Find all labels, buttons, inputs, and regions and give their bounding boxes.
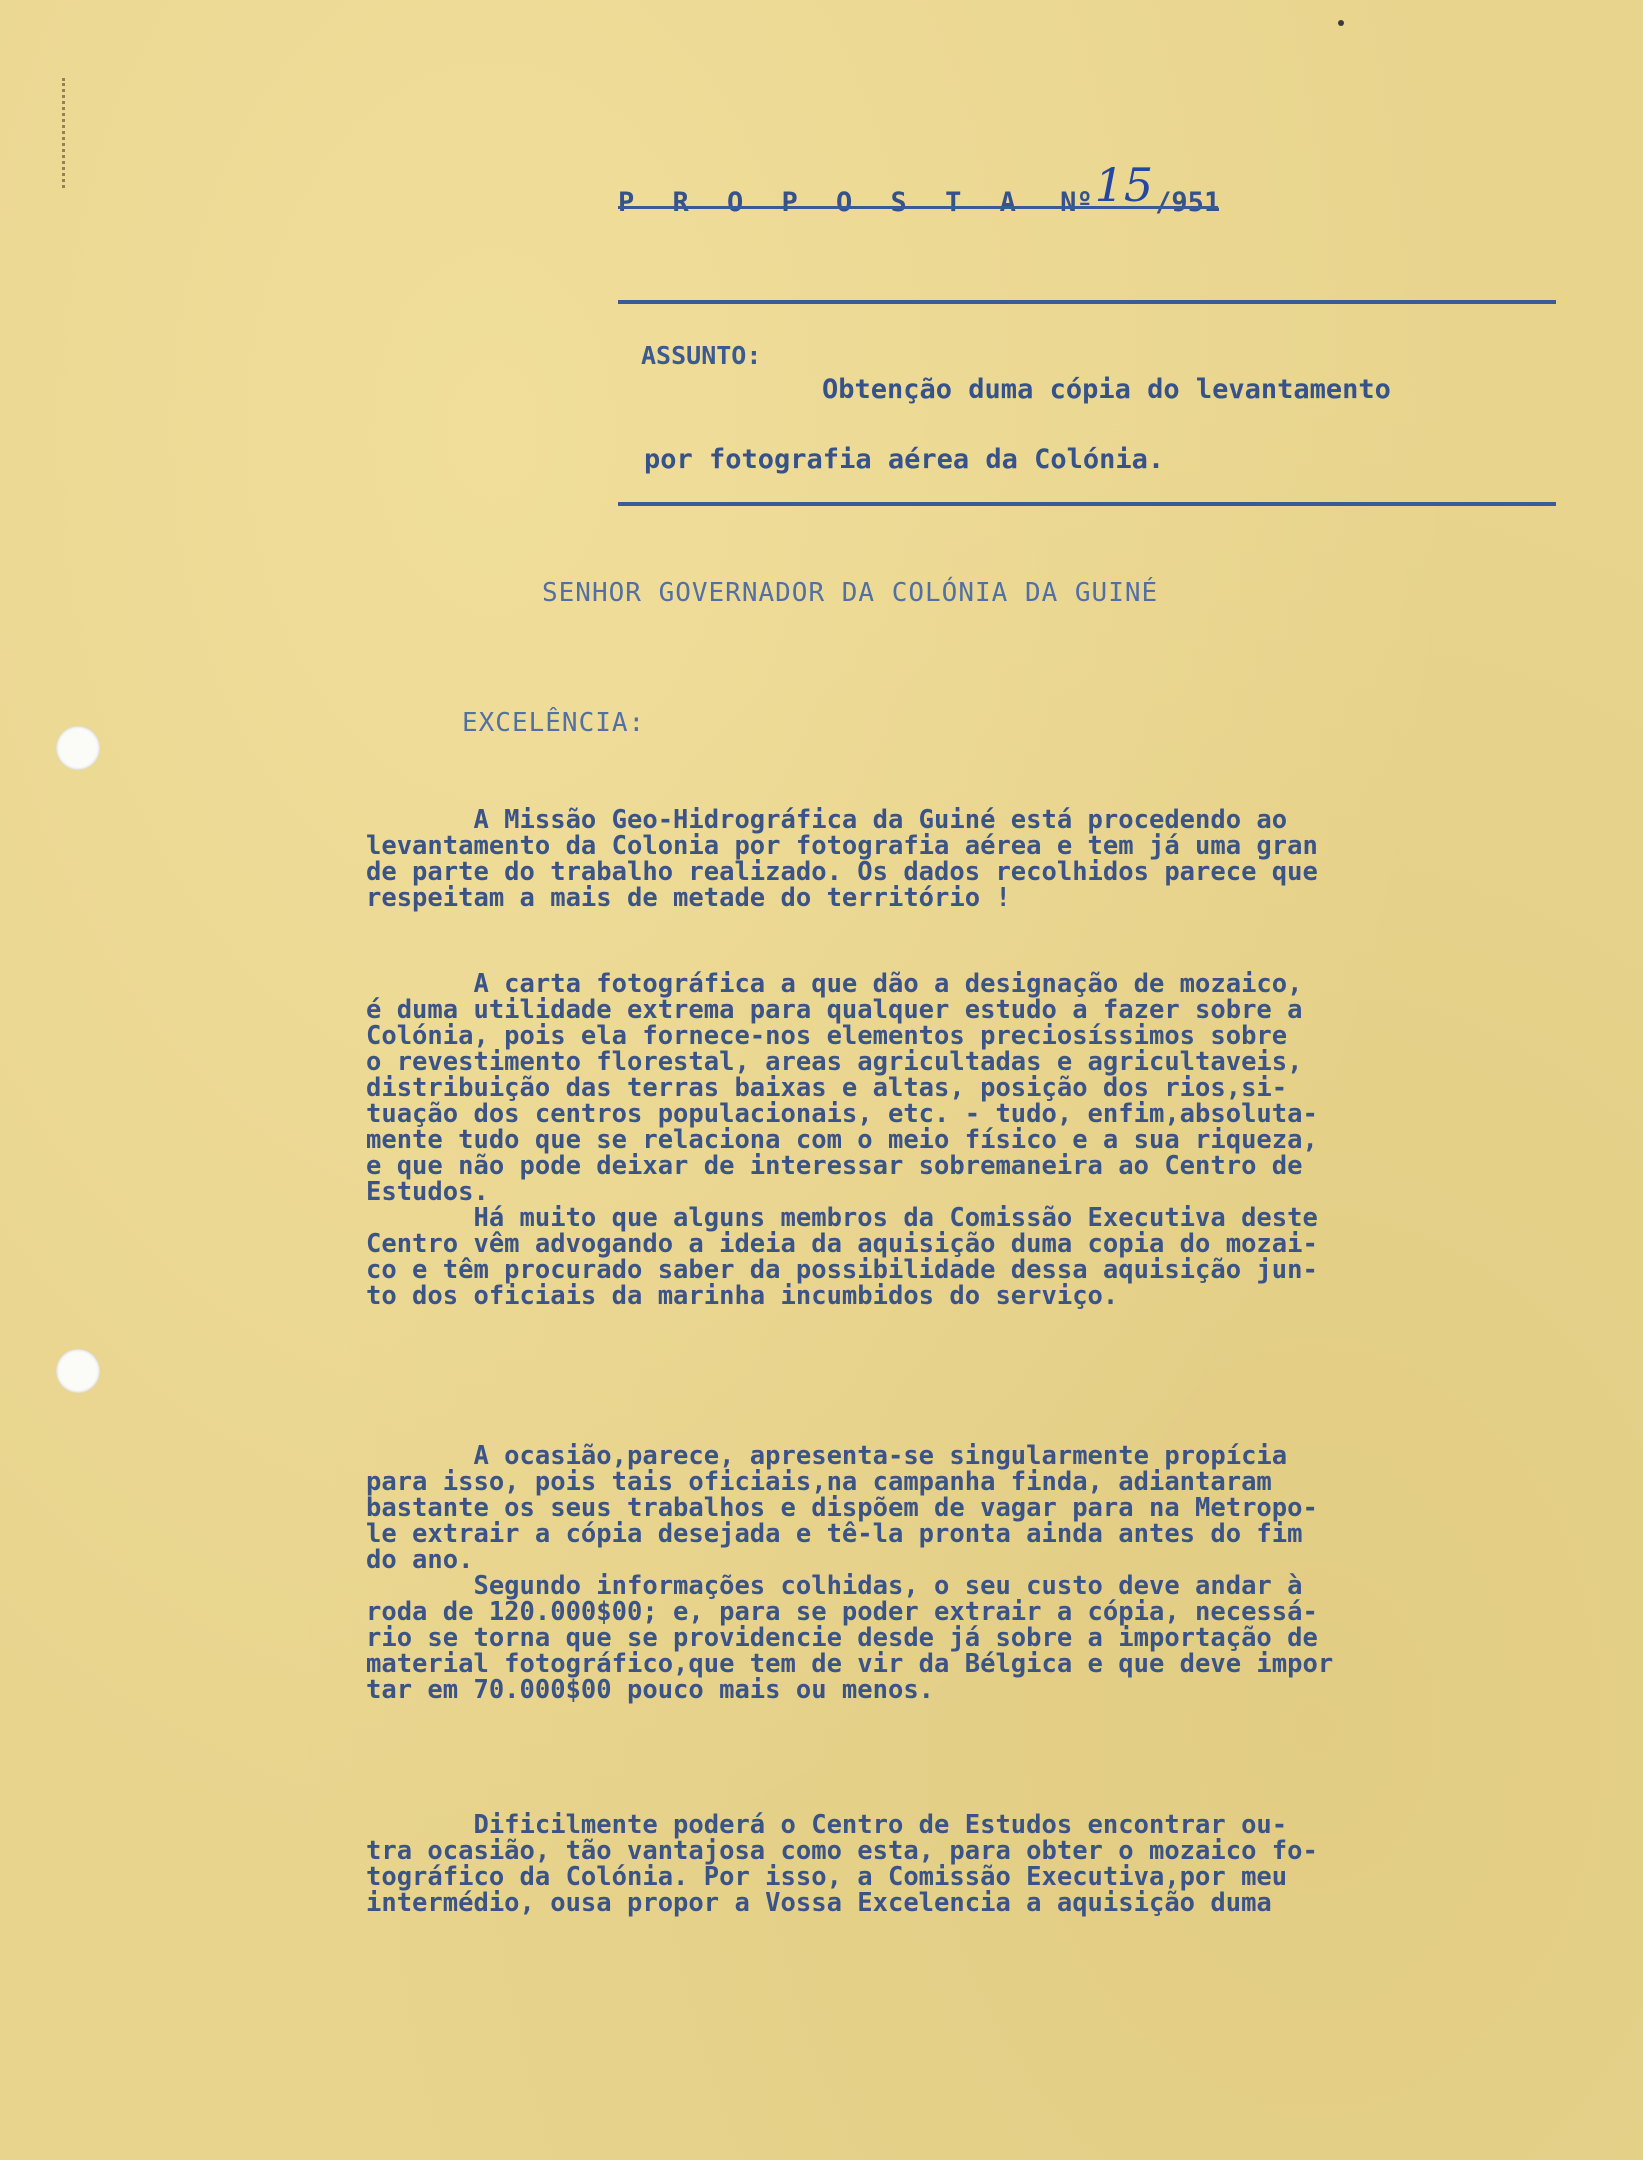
proposal-title <box>618 158 1221 222</box>
subject-line-1: Obtenção duma cópia do levantamento <box>822 374 1391 405</box>
staple-mark <box>62 78 69 188</box>
subject-line-2: por fotografia aérea da Colónia. <box>644 444 1165 475</box>
subject-rule-top <box>618 300 1556 304</box>
subject-rule-bottom <box>618 502 1556 506</box>
proposal-number-label: Nº <box>1060 187 1093 218</box>
ink-speck <box>1338 20 1344 26</box>
paragraph-2: A carta fotográfica a que dão a designação de mozaico, é duma utilidade extrema para qualquer estudo a fazer sobre a Colónia, pois ela fornece-nos elementos preciosíssimos sobre o revestimento florestal, areas agricultadas e agricultaveis, distribuição das terras baixas e altas, posição dos rios,si- tuação dos centros populacionais, etc. - tudo, enfim,absoluta- mente tudo que se relaciona com o meio físico e a sua riqueza, e que não pode deixar de interessar sobremaneira ao Centro de Estudos. Há muito que alguns membros da Comissão Executiva deste Centro vêm advogando a ideia da aquisição duma copia do mozai- co e têm procurado saber da possibilidade dessa aquisição jun- to dos oficiais da marinha incumbidos do serviço. <box>366 969 1318 1311</box>
proposal-title-text: P R O P O S T A <box>618 187 1027 218</box>
punch-hole-bottom <box>56 1349 100 1393</box>
paragraph-3: A ocasião,parece, apresenta-se singularmente propícia para isso, pois tais oficiais,na campanha finda, adiantaram bastante os seus trabalhos e dispõem de vagar para na Metropo- le extrair a cópia desejada e tê-la pronta ainda antes do fim do ano. Segundo informações colhidas, o seu custo deve andar à roda de 120.000$00; e, para se poder extrair a cópia, necessá- rio se torna que se providencie desde já sobre a importação de material fotográfico,que tem de vir da Bélgica e que deve impor tar em 70.000$00 pouco mais ou menos. <box>366 1441 1334 1705</box>
addressee: SENHOR GOVERNADOR DA COLÓNIA DA GUINÉ <box>542 578 1159 608</box>
proposal-number-handwritten: 15 <box>1094 158 1154 212</box>
punch-hole-top <box>56 726 100 770</box>
salutation: EXCELÊNCIA: <box>462 708 646 738</box>
paragraph-1: A Missão Geo-Hidrográfica da Guiné está procedendo ao levantamento da Colonia por fotografia aérea e tem já uma gran de parte do trabalho realizado. Os dados recolhidos parece que respeitam a mais de metade do território ! <box>366 805 1318 913</box>
paragraph-4: Dificilmente poderá o Centro de Estudos encontrar ou- tra ocasião, tão vantajosa como esta, para obter o mozaico fo- tográfico da Colónia. Por isso, a Comissão Executiva,por meu intermédio, ousa propor a Vossa Excelencia a aquisição duma <box>366 1810 1318 1918</box>
title-underline <box>618 206 1218 209</box>
subject-label: ASSUNTO: <box>641 341 762 370</box>
proposal-year: /951 <box>1155 187 1221 218</box>
